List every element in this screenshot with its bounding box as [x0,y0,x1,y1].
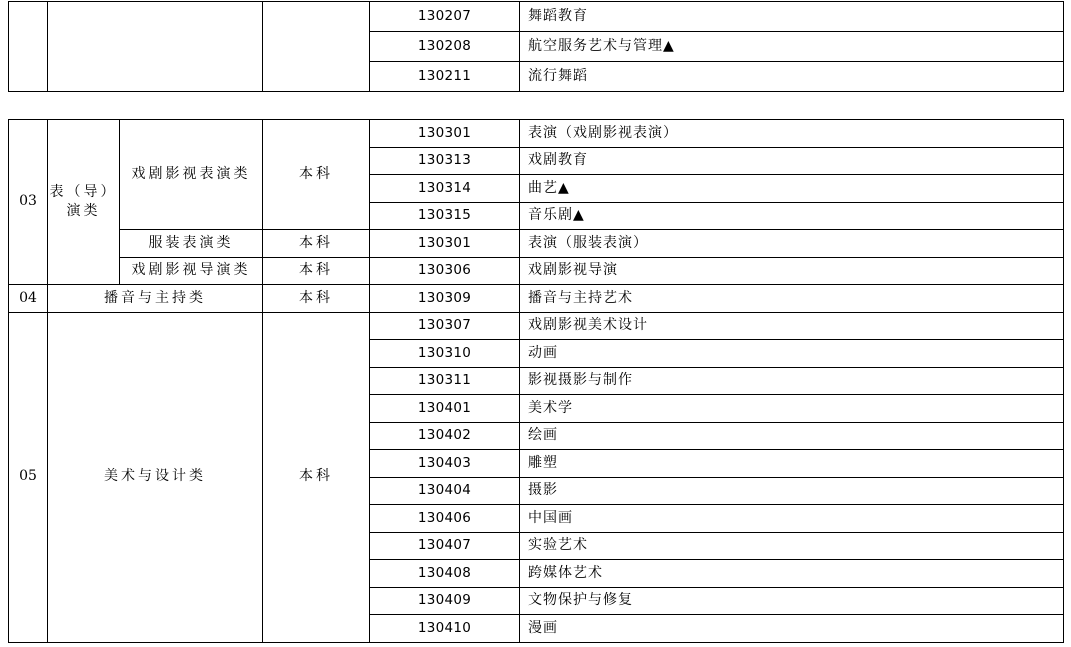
category-name: 表（导）演类 [48,120,120,285]
degree-level: 本科 [263,257,370,285]
major-name: 摄影 [520,477,1064,505]
category-cell [48,2,263,92]
major-name: 流行舞蹈 [520,62,1064,92]
group-number: 05 [9,312,48,642]
major-name: 动画 [520,340,1064,368]
major-code: 130315 [370,202,520,230]
major-name: 舞蹈教育 [520,2,1064,32]
major-code: 130409 [370,587,520,615]
category-name: 播音与主持类 [48,285,263,313]
subcategory-name: 戏剧影视表演类 [120,120,263,230]
major-code: 130211 [370,62,520,92]
level-cell [263,2,370,92]
major-name: 航空服务艺术与管理▲ [520,32,1064,62]
major-code: 130314 [370,175,520,203]
major-name: 戏剧教育 [520,147,1064,175]
degree-level: 本科 [263,120,370,230]
major-code: 130404 [370,477,520,505]
major-name: 戏剧影视美术设计 [520,312,1064,340]
major-name: 曲艺▲ [520,175,1064,203]
major-code: 130310 [370,340,520,368]
major-code: 130406 [370,505,520,533]
table-row [9,230,1064,258]
major-name: 绘画 [520,422,1064,450]
major-table-main [8,119,1064,643]
major-code: 130306 [370,257,520,285]
major-code: 130407 [370,532,520,560]
major-name: 文物保护与修复 [520,587,1064,615]
table-row [9,120,1064,148]
subcategory-name: 戏剧影视导演类 [120,257,263,285]
subcategory-name: 服装表演类 [120,230,263,258]
major-code: 130402 [370,422,520,450]
major-code: 130408 [370,560,520,588]
major-name: 播音与主持艺术 [520,285,1064,313]
major-name: 表演（服装表演） [520,230,1064,258]
major-code: 130301 [370,120,520,148]
major-name: 美术学 [520,395,1064,423]
major-name: 漫画 [520,615,1064,643]
category-name: 美术与设计类 [48,312,263,642]
major-name: 戏剧影视导演 [520,257,1064,285]
major-name: 实验艺术 [520,532,1064,560]
major-code: 130301 [370,230,520,258]
degree-level: 本科 [263,312,370,642]
table-row [9,257,1064,285]
major-code: 130403 [370,450,520,478]
table-row [9,2,1064,32]
major-code: 130401 [370,395,520,423]
table-row [9,285,1064,313]
major-code: 130410 [370,615,520,643]
major-table-top [8,1,1064,92]
major-code: 130313 [370,147,520,175]
table-row [9,312,1064,340]
group-number: 04 [9,285,48,313]
group-number: 03 [9,120,48,285]
major-name: 音乐剧▲ [520,202,1064,230]
major-code: 130207 [370,2,520,32]
degree-level: 本科 [263,285,370,313]
degree-level: 本科 [263,230,370,258]
index-cell [9,2,48,92]
major-code: 130311 [370,367,520,395]
major-code: 130307 [370,312,520,340]
major-name: 影视摄影与制作 [520,367,1064,395]
major-code: 130208 [370,32,520,62]
major-name: 表演（戏剧影视表演） [520,120,1064,148]
major-name: 中国画 [520,505,1064,533]
major-code: 130309 [370,285,520,313]
major-name: 跨媒体艺术 [520,560,1064,588]
major-name: 雕塑 [520,450,1064,478]
